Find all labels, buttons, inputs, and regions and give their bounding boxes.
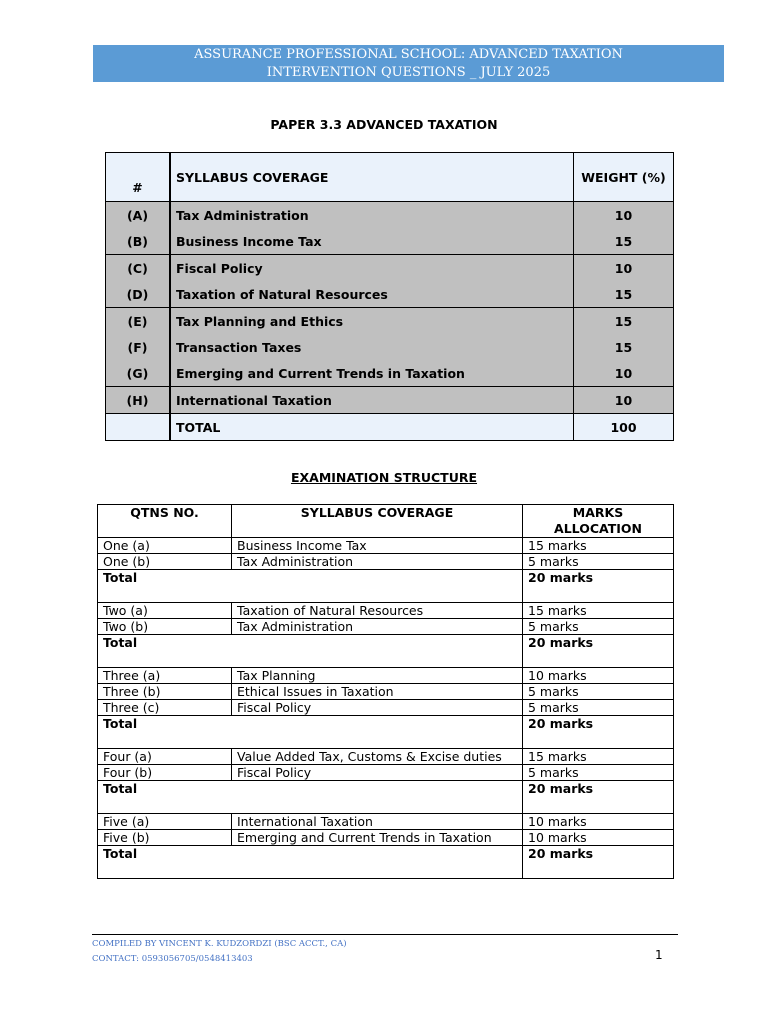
row-id: (B)	[106, 228, 171, 255]
question-topic: Tax Administration	[232, 554, 523, 570]
question-marks: 10 marks	[523, 814, 674, 830]
page-number: 1	[655, 948, 663, 962]
row-weight: 15	[574, 228, 674, 255]
total-label: Total	[98, 635, 523, 668]
total-marks: 20 marks	[523, 635, 674, 668]
table-row	[98, 700, 674, 716]
row-weight: 10	[574, 360, 674, 387]
row-topic: Taxation of Natural Resources	[170, 281, 574, 308]
table-row	[106, 308, 674, 335]
table-row	[98, 684, 674, 700]
table-row	[98, 619, 674, 635]
question-marks: 10 marks	[523, 830, 674, 846]
question-number: Three (a)	[98, 668, 232, 684]
total-marks: 20 marks	[523, 846, 674, 879]
row-id: (C)	[106, 255, 171, 282]
total-row	[98, 635, 674, 668]
row-topic: Tax Planning and Ethics	[170, 308, 574, 335]
question-number: Two (a)	[98, 603, 232, 619]
table-row	[98, 765, 674, 781]
question-number: Three (c)	[98, 700, 232, 716]
question-marks: 5 marks	[523, 765, 674, 781]
question-number: Five (a)	[98, 814, 232, 830]
table-row	[106, 387, 674, 414]
question-marks: 5 marks	[523, 684, 674, 700]
table-row	[98, 830, 674, 846]
row-id: (F)	[106, 334, 171, 360]
question-marks: 5 marks	[523, 700, 674, 716]
table-row	[98, 814, 674, 830]
paper-title: PAPER 3.3 ADVANCED TAXATION	[270, 117, 498, 132]
total-marks: 20 marks	[523, 716, 674, 749]
question-marks: 5 marks	[523, 554, 674, 570]
table-row	[98, 554, 674, 570]
row-topic: Tax Administration	[170, 202, 574, 229]
total-blank	[106, 414, 171, 441]
row-weight: 10	[574, 255, 674, 282]
question-marks: 15 marks	[523, 603, 674, 619]
table-row	[98, 538, 674, 554]
total-label: Total	[98, 716, 523, 749]
row-weight: 15	[574, 281, 674, 308]
row-topic: International Taxation	[170, 387, 574, 414]
row-id: (G)	[106, 360, 171, 387]
question-number: Five (b)	[98, 830, 232, 846]
total-value: 100	[574, 414, 674, 441]
total-row	[98, 846, 674, 879]
row-weight: 15	[574, 334, 674, 360]
question-marks: 5 marks	[523, 619, 674, 635]
row-topic: Business Income Tax	[170, 228, 574, 255]
row-id: (E)	[106, 308, 171, 335]
question-topic: International Taxation	[232, 814, 523, 830]
row-weight: 10	[574, 387, 674, 414]
exam-structure-table	[97, 504, 674, 879]
question-topic: Taxation of Natural Resources	[232, 603, 523, 619]
table-row	[106, 281, 674, 308]
header-line-2: INTERVENTION QUESTIONS _ JULY 2025	[266, 65, 551, 80]
row-id: (D)	[106, 281, 171, 308]
question-number: One (a)	[98, 538, 232, 554]
footer-contact: CONTACT: 0593056705/0548413403	[92, 954, 253, 964]
total-marks: 20 marks	[523, 781, 674, 814]
table-row	[106, 255, 674, 282]
question-topic: Emerging and Current Trends in Taxation	[232, 830, 523, 846]
question-topic: Tax Planning	[232, 668, 523, 684]
table-row	[106, 228, 674, 255]
total-row	[98, 781, 674, 814]
syllabus-weight-table	[105, 152, 674, 441]
table-header-row	[106, 153, 674, 202]
question-topic: Fiscal Policy	[232, 765, 523, 781]
question-number: Three (b)	[98, 684, 232, 700]
row-id: (A)	[106, 202, 171, 229]
question-topic: Tax Administration	[232, 619, 523, 635]
header-coverage: SYLLABUS COVERAGE	[170, 153, 574, 202]
exam-structure-title: EXAMINATION STRUCTURE	[290, 470, 478, 485]
question-marks: 15 marks	[523, 538, 674, 554]
question-number: Two (b)	[98, 619, 232, 635]
row-topic: Fiscal Policy	[170, 255, 574, 282]
table-row	[106, 360, 674, 387]
table-row	[98, 603, 674, 619]
question-marks: 10 marks	[523, 668, 674, 684]
question-number: Four (b)	[98, 765, 232, 781]
total-row	[106, 414, 674, 441]
footer-compiled-by: COMPILED BY VINCENT K. KUDZORDZI (BSC ACCT., CA)	[92, 939, 347, 949]
total-label: TOTAL	[170, 414, 574, 441]
header-num: #	[106, 153, 171, 202]
footer-divider	[92, 934, 678, 935]
question-topic: Ethical Issues in Taxation	[232, 684, 523, 700]
footer	[92, 937, 347, 967]
total-row	[98, 716, 674, 749]
header-banner	[93, 45, 724, 82]
header-qtn: QTNS NO.	[98, 505, 232, 538]
header-line-1: ASSURANCE PROFESSIONAL SCHOOL: ADVANCED TAXATION	[194, 47, 623, 62]
question-number: Four (a)	[98, 749, 232, 765]
header-marks: MARKS ALLOCATION	[523, 505, 674, 538]
question-number: One (b)	[98, 554, 232, 570]
row-id: (H)	[106, 387, 171, 414]
row-weight: 10	[574, 202, 674, 229]
question-topic: Fiscal Policy	[232, 700, 523, 716]
table-row	[106, 334, 674, 360]
header-coverage: SYLLABUS COVERAGE	[232, 505, 523, 538]
table-header-row	[98, 505, 674, 538]
table-row	[98, 749, 674, 765]
total-label: Total	[98, 781, 523, 814]
table-row	[106, 202, 674, 229]
question-marks: 15 marks	[523, 749, 674, 765]
total-label: Total	[98, 846, 523, 879]
question-topic: Value Added Tax, Customs & Excise duties	[232, 749, 523, 765]
header-weight: WEIGHT (%)	[574, 153, 674, 202]
total-marks: 20 marks	[523, 570, 674, 603]
total-row	[98, 570, 674, 603]
row-topic: Transaction Taxes	[170, 334, 574, 360]
row-topic: Emerging and Current Trends in Taxation	[170, 360, 574, 387]
question-topic: Business Income Tax	[232, 538, 523, 554]
total-label: Total	[98, 570, 523, 603]
table-row	[98, 668, 674, 684]
row-weight: 15	[574, 308, 674, 335]
